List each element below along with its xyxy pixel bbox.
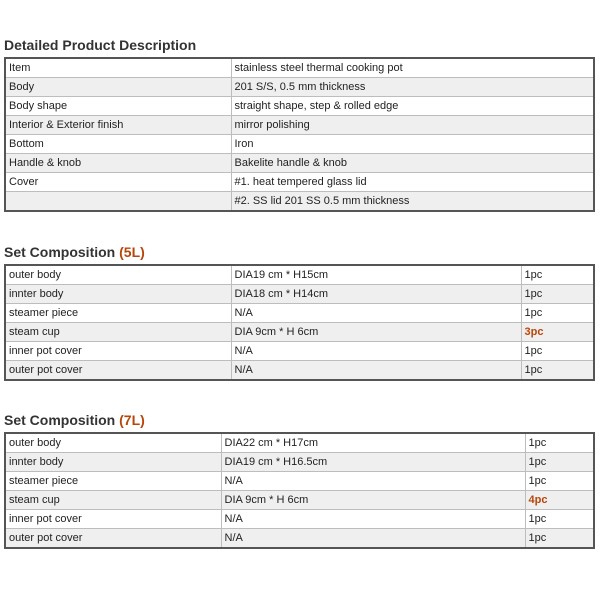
description-title: Detailed Product Description	[4, 37, 197, 53]
part-name: inner pot cover	[5, 342, 231, 361]
description-label: Bottom	[5, 135, 231, 154]
table-row	[5, 265, 594, 285]
set-title-text: Set Composition	[4, 244, 120, 260]
part-spec: DIA 9cm * H 6cm	[231, 323, 521, 342]
description-value: stainless steel thermal cooking pot	[231, 58, 594, 78]
table-row	[5, 529, 594, 549]
description-value: straight shape, step & rolled edge	[231, 97, 594, 116]
set-7l-title	[4, 412, 595, 428]
table-row	[5, 116, 594, 135]
set-7l-section	[4, 412, 595, 549]
part-qty: 3pc	[521, 323, 594, 342]
description-value: Bakelite handle & knob	[231, 154, 594, 173]
part-name: steamer piece	[5, 304, 231, 323]
description-value: #1. heat tempered glass lid	[231, 173, 594, 192]
part-qty: 1pc	[521, 304, 594, 323]
part-spec: DIA22 cm * H17cm	[221, 433, 525, 453]
table-row	[5, 154, 594, 173]
description-label: Item	[5, 58, 231, 78]
description-table	[4, 57, 595, 212]
table-row	[5, 304, 594, 323]
description-label: Body shape	[5, 97, 231, 116]
table-row	[5, 135, 594, 154]
part-spec: DIA18 cm * H14cm	[231, 285, 521, 304]
table-row	[5, 472, 594, 491]
part-spec: N/A	[231, 342, 521, 361]
part-qty: 1pc	[521, 265, 594, 285]
part-qty: 1pc	[521, 342, 594, 361]
description-label: Handle & knob	[5, 154, 231, 173]
part-name: innter body	[5, 285, 231, 304]
description-label	[5, 192, 231, 212]
set-size-label: (7L)	[119, 412, 145, 428]
table-row	[5, 491, 594, 510]
part-spec: N/A	[231, 361, 521, 381]
description-label: Body	[5, 78, 231, 97]
part-spec: N/A	[221, 510, 525, 529]
set-title-text: Set Composition	[4, 412, 120, 428]
part-qty: 1pc	[521, 285, 594, 304]
part-qty: 1pc	[525, 472, 594, 491]
table-row	[5, 285, 594, 304]
table-row	[5, 323, 594, 342]
part-name: steam cup	[5, 323, 231, 342]
set-7l-table	[4, 432, 595, 549]
part-spec: N/A	[231, 304, 521, 323]
part-qty: 4pc	[525, 491, 594, 510]
description-section	[4, 37, 595, 212]
part-name: steam cup	[5, 491, 221, 510]
part-qty: 1pc	[525, 510, 594, 529]
part-qty: 1pc	[525, 433, 594, 453]
table-row	[5, 361, 594, 381]
part-spec: DIA19 cm * H16.5cm	[221, 453, 525, 472]
table-row	[5, 173, 594, 192]
table-row	[5, 78, 594, 97]
table-row	[5, 453, 594, 472]
description-value: mirror polishing	[231, 116, 594, 135]
part-qty: 1pc	[525, 529, 594, 549]
table-row	[5, 192, 594, 212]
part-spec: DIA19 cm * H15cm	[231, 265, 521, 285]
part-name: outer pot cover	[5, 361, 231, 381]
set-size-label: (5L)	[119, 244, 145, 260]
description-label: Cover	[5, 173, 231, 192]
set-5l-section	[4, 244, 595, 381]
description-value: 201 S/S, 0.5 mm thickness	[231, 78, 594, 97]
part-qty: 1pc	[525, 453, 594, 472]
part-name: outer body	[5, 433, 221, 453]
part-spec: DIA 9cm * H 6cm	[221, 491, 525, 510]
part-spec: N/A	[221, 472, 525, 491]
table-row	[5, 433, 594, 453]
part-spec: N/A	[221, 529, 525, 549]
part-qty: 1pc	[521, 361, 594, 381]
part-name: outer body	[5, 265, 231, 285]
table-row	[5, 342, 594, 361]
description-label: Interior & Exterior finish	[5, 116, 231, 135]
part-name: outer pot cover	[5, 529, 221, 549]
part-name: steamer piece	[5, 472, 221, 491]
set-5l-table	[4, 264, 595, 381]
description-value: #2. SS lid 201 SS 0.5 mm thickness	[231, 192, 594, 212]
part-name: innter body	[5, 453, 221, 472]
table-row	[5, 97, 594, 116]
description-value: Iron	[231, 135, 594, 154]
part-name: inner pot cover	[5, 510, 221, 529]
table-row	[5, 58, 594, 78]
table-row	[5, 510, 594, 529]
set-5l-title	[4, 244, 595, 260]
